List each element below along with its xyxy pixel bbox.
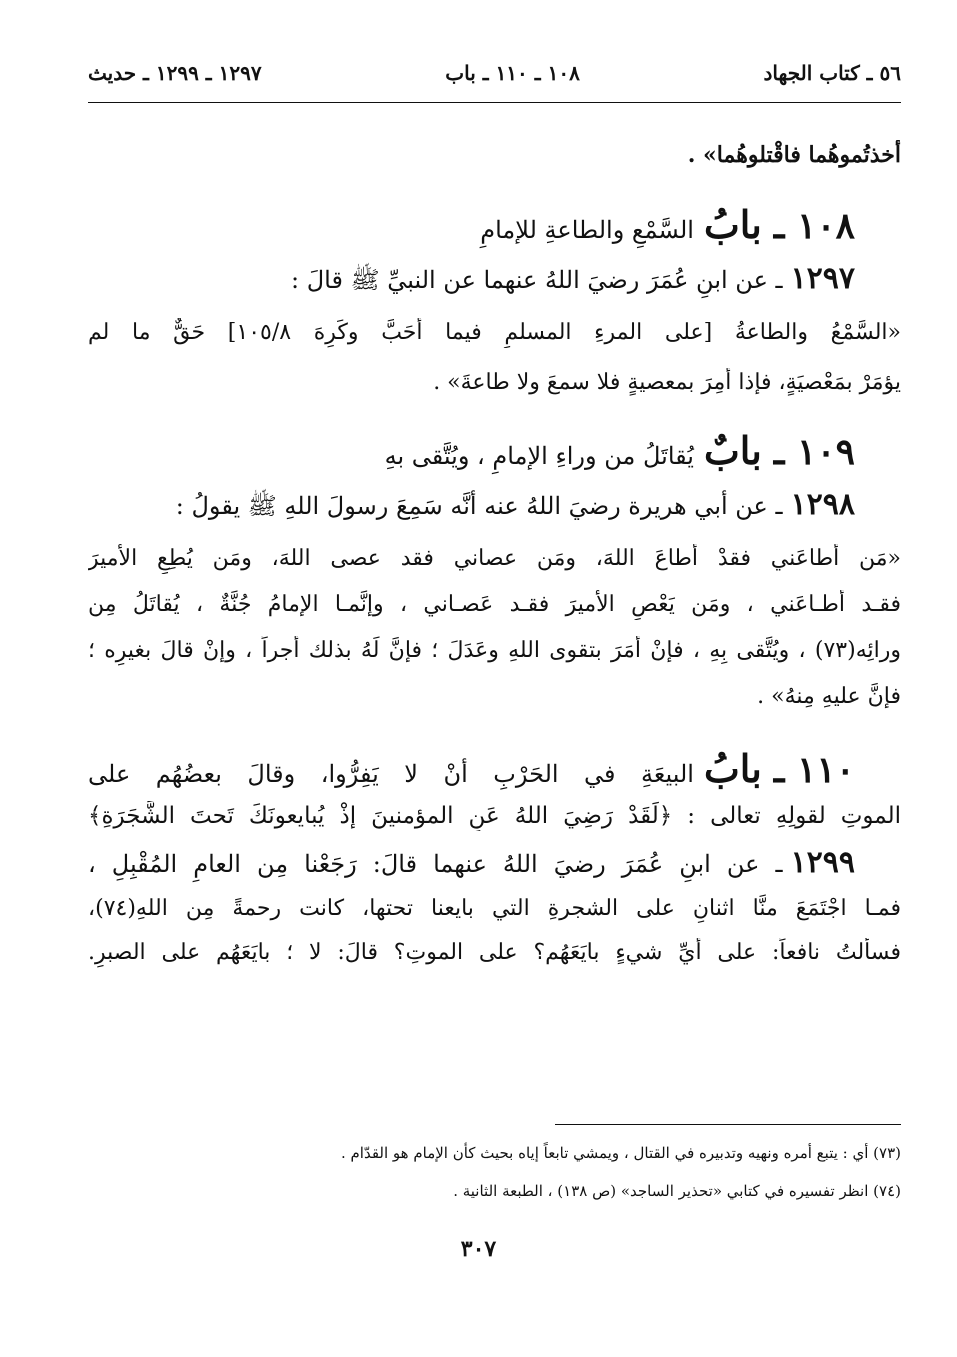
hadith-line: يؤمَرْ بمَعْصيَةٍ، فإذا أُمِرَ بمعصيةٍ فلا سمعَ ولا طاعةَ» .	[433, 370, 901, 395]
page-number: ٣٠٧	[460, 1236, 497, 1262]
hadith-line: فإنَّ عليهِ مِنهُ» .	[757, 684, 901, 709]
chapter-title: البيعَةِ في الحَرْبِ أنْ لا يَفِرُّوا، وقالَ بعضُهُم على	[88, 760, 694, 788]
hadith-line: «مَن أطاعَني فقدْ أطاعَ اللهَ، ومَن عصاني فقد عصى اللهَ، ومَن يُطِعِ الأميرَ	[88, 546, 901, 571]
hadith-intro: ـ عن ابنِ عُمَرَ رضيَ اللهُ عنهما عن النبيِّ ﷺ قالَ :	[291, 266, 783, 294]
hadith-line: فسألتُ نافعاً: على أيِّ شيءٍ بايَعَهُم؟ على الموتِ؟ قالَ: لا ؛ بايَعَهُم على الصبرِ.	[88, 940, 901, 965]
hadith-number: ١٢٩٩	[790, 845, 855, 880]
page-body	[88, 140, 901, 968]
header-chapter: ٥٦ ـ كتاب الجهاد	[763, 61, 901, 85]
hadith-line: فقـد أطـاعَني ، ومَن يَعْصِ الأميرَ فقـد عَصـاني ، وإنَّمـا الإمامُ جُنَّةٌ ، يُقاتَلُ مِن	[88, 592, 901, 617]
chapter-title: يُقاتَلُ من وراءِ الإمامِ ، ويُتَّقى بهِ	[384, 442, 694, 470]
chapter-word: بابُ	[703, 746, 762, 791]
header-rule	[88, 102, 901, 103]
hadith-line: «السَّمْعُ والطاعةُ [على المرءِ المسلمِ فيما أَحَبَّ وكَرِهَ ١٠٥/٨] حَقٌّ ما لم	[88, 320, 901, 345]
hadith-intro-1298	[88, 487, 901, 526]
chapter-number: ١٠٨ ـ	[773, 205, 855, 247]
chapter-heading-110	[88, 746, 901, 791]
footnotes	[88, 1134, 901, 1210]
hadith-number: ١٢٩٧	[790, 261, 855, 296]
chapter-word: بابٌ	[703, 428, 762, 473]
header-hadith-range: ١٢٩٧ ـ ١٢٩٩ ـ حديث	[88, 61, 262, 85]
hadith-line: فمـا اجْتَمَعَ منَّا اثنانِ على الشجرةِ التي بايعنا تحتها، كانت رحمةً مِن اللهِ(٧٤)،	[88, 896, 901, 921]
chapter-number: ١٠٩ ـ	[773, 431, 855, 473]
running-header	[88, 58, 901, 88]
opening-line: أخذتُموهُما فاقْتلوهُما» .	[687, 142, 901, 168]
chapter-word: بابُ	[703, 202, 762, 247]
chapter-number: ١١٠ ـ	[773, 749, 855, 791]
footnote-74: (٧٤) انظر تفسيره في كتابي «تحذير الساجد» (ص ١٣٨) ، الطبعة الثانية .	[453, 1182, 901, 1200]
hadith-intro: ـ عن ابنِ عُمَرَ رضيَ اللهُ عنهما قالَ: رَجَعْنا مِن العامِ المُقْبِلِ ،	[88, 850, 783, 878]
footnote-rule	[555, 1124, 901, 1125]
hadith-intro-1299	[88, 845, 901, 880]
hadith-number: ١٢٩٨	[790, 487, 855, 522]
hadith-intro: ـ عن أبي هريرة رضيَ اللهُ عنه أنَّه سَمِعَ رسولَ اللهِ ﷺ يقولُ :	[175, 492, 783, 520]
chapter-title-continued: الموتِ لقولِهِ تعالى : ﴿لَقَدْ رَضِيَ اللهُ عَنِ المؤمنينَ إذْ يُبايعونَكَ تَحتَ الشَّجَرَةِ﴾	[88, 803, 901, 829]
header-chapters-range: ١٠٨ ـ ١١٠ ـ باب	[445, 61, 580, 85]
chapter-heading-109	[88, 428, 901, 473]
hadith-intro-1297	[88, 261, 901, 300]
chapter-title: السَّمْعِ والطاعةِ للإمامِ	[480, 216, 694, 244]
footnote-73: (٧٣) أي : يتبع أمره ونهيه وتدبيره في القتال ، ويمشي تابعاً إياه بحيث كأن الإمام هو القدّام .	[340, 1144, 901, 1162]
hadith-line: ورائِه(٧٣) ، ويُتَّقى بِهِ ، فإنْ أَمَرَ بتقوى اللهِ وعَدَلَ ؛ فإنَّ لَهُ بذلك أجراً ، وإنْ قالَ بغيرِه ؛	[88, 638, 901, 663]
chapter-heading-108	[88, 202, 901, 247]
